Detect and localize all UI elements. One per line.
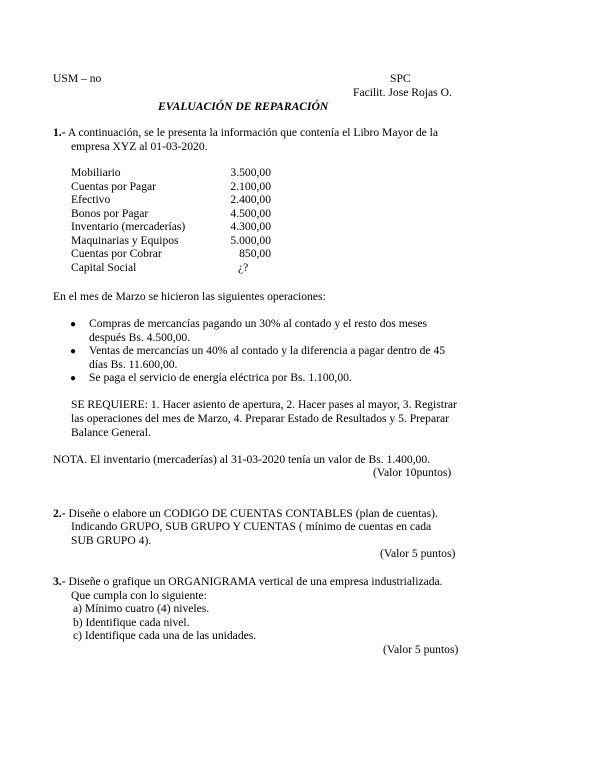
note: NOTA. El inventario (mercaderías) al 31-03-2020 tenía un valor de Bs. 1.400,00.: [53, 453, 431, 466]
account-value: 2.100,00: [230, 180, 271, 193]
requirements-line2: las operaciones del mes de Marzo, 4. Preparar Estado de Resultados y 5. Preparar: [71, 412, 449, 425]
account-name: Maquinarias y Equipos: [71, 234, 179, 247]
bullet-icon: ●: [70, 373, 77, 384]
account-name: Bonos por Pagar: [71, 207, 149, 220]
requirements-line3: Balance General.: [71, 426, 151, 439]
question-3-line2: Que cumpla con lo siguiente:: [71, 589, 207, 602]
question-1-intro-line2: empresa XYZ al 01-03-2020.: [71, 140, 208, 153]
question-1-number: 1.-: [53, 126, 66, 139]
question-1-intro: [53, 126, 438, 139]
account-name: Cuentas por Pagar: [71, 180, 157, 193]
account-row: [0, 261, 600, 275]
operation-line1: Ventas de mercancías un 40% al contado y la diferencia a pagar dentro de 45: [89, 344, 446, 357]
question-2-line3: SUB GRUPO 4).: [71, 534, 152, 547]
operation-line1: Se paga el servicio de energía eléctrica por Bs. 1.100,00.: [89, 371, 352, 384]
account-row: [0, 247, 600, 261]
question-2-text: Diseñe o elabore un CODIGO DE CUENTAS CONTABLES (plan de cuentas).: [65, 507, 438, 520]
account-row: [0, 220, 600, 234]
account-value: 4.500,00: [230, 207, 271, 220]
operation-line2: después Bs. 4.500,00.: [89, 331, 191, 344]
account-value: 850,00: [239, 247, 271, 260]
question-1-intro-line1: A continuación, se le presenta la información que contenía el Libro Mayor de la: [65, 126, 439, 139]
account-row: [0, 166, 600, 180]
list-item: a) Mínimo cuatro (4) niveles.: [73, 602, 210, 615]
operations-intro: En el mes de Marzo se hicieron las siguientes operaciones:: [53, 290, 326, 303]
account-value: 5.000,00: [230, 234, 271, 247]
account-name: Capital Social: [71, 261, 137, 274]
account-name: Efectivo: [71, 193, 111, 206]
account-row: [0, 234, 600, 248]
header-left: USM – no: [53, 72, 102, 85]
list-item: c) Identifique cada una de las unidades.: [73, 629, 257, 642]
account-row: [0, 207, 600, 221]
account-name: Cuentas por Cobrar: [71, 247, 162, 260]
question-2-number: 2.-: [53, 507, 66, 520]
account-value: 2.400,00: [230, 193, 271, 206]
account-value: 3.500,00: [230, 166, 271, 179]
operation-line1: Compras de mercancías pagando un 30% al contado y el resto dos meses: [89, 317, 428, 330]
account-name: Mobiliario: [71, 166, 121, 179]
bullet-icon: ●: [70, 346, 77, 357]
question-1-value: (Valor 10puntos): [373, 466, 452, 479]
bullet-icon: ●: [70, 319, 77, 330]
question-2-line1: [53, 507, 438, 520]
account-name: Inventario (mercaderías): [71, 220, 186, 233]
list-item: b) Identifique cada nivel.: [73, 616, 190, 629]
account-row: [0, 193, 600, 207]
question-2-line2: Indicando GRUPO, SUB GRUPO Y CUENTAS ( mínimo de cuentas en cada: [71, 520, 432, 533]
question-3-value: (Valor 5 puntos): [383, 643, 459, 656]
account-value: 4.300,00: [230, 220, 271, 233]
requirements-line1: SE REQUIERE: 1. Hacer asiento de apertura, 2. Hacer pases al mayor, 3. Registrar: [71, 398, 457, 411]
header-right-line1: SPC: [390, 72, 411, 85]
operation-line2: días Bs. 11.600,00.: [89, 358, 178, 371]
account-row: [0, 180, 600, 194]
question-3-line1: [53, 575, 443, 588]
account-value: ¿?: [238, 261, 249, 274]
question-2-value: (Valor 5 puntos): [380, 547, 456, 560]
question-3-number: 3.-: [53, 575, 66, 588]
header-right-line2: Facilit. Jose Rojas O.: [353, 86, 452, 99]
document-title: EVALUACIÓN DE REPARACIÓN: [158, 100, 329, 113]
question-3-text: Diseñe o grafique un ORGANIGRAMA vertical de una empresa industrializada.: [65, 575, 443, 588]
